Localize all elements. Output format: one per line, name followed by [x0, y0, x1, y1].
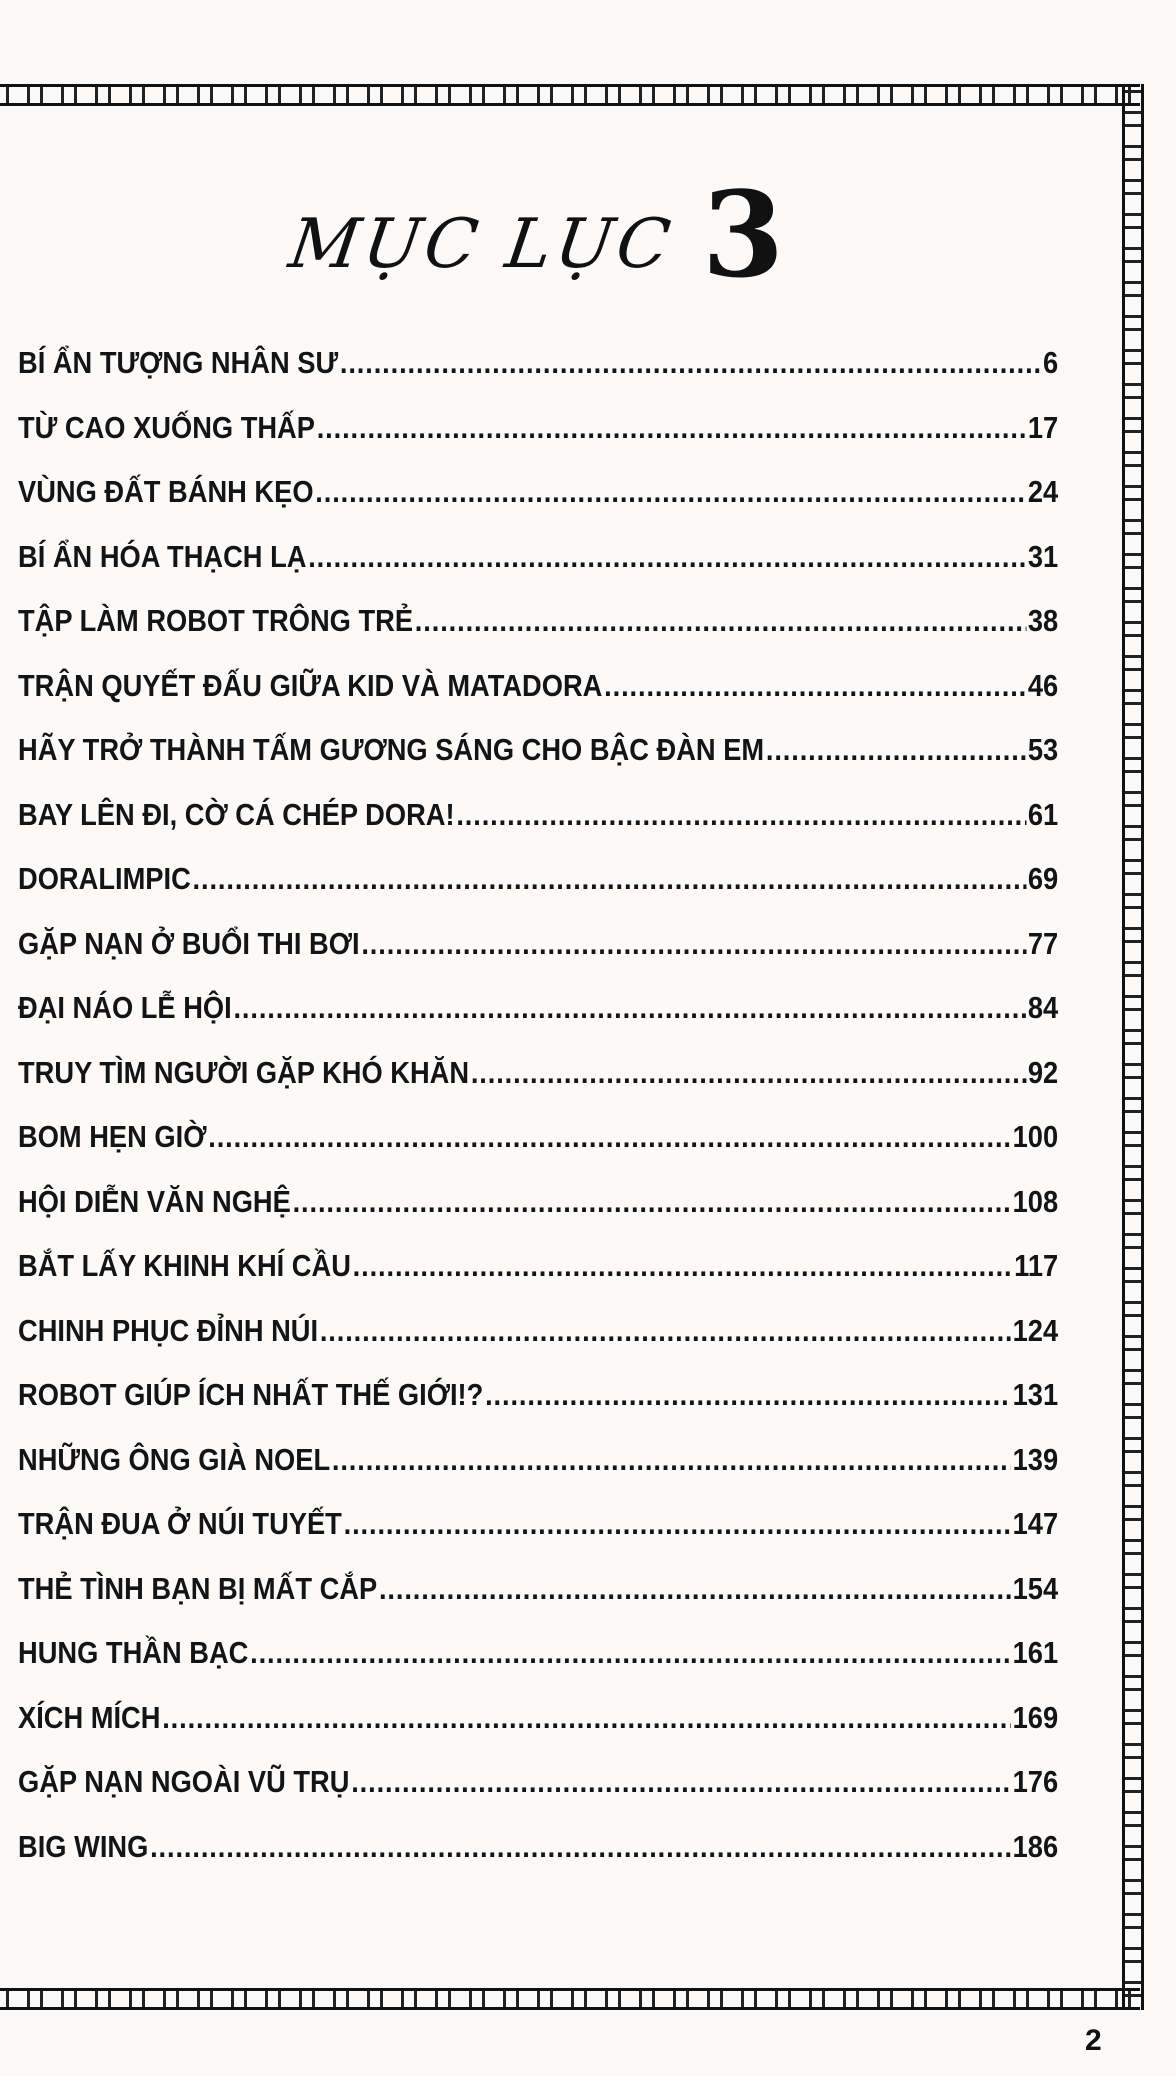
toc-dot-leader [604, 668, 1026, 704]
toc-entry-title: GẶP NẠN NGOÀI VŨ TRỤ [18, 1764, 350, 1799]
toc-entry[interactable] [18, 668, 1058, 733]
toc-entry[interactable] [18, 1700, 1058, 1765]
page-number: 2 [1085, 2024, 1102, 2057]
toc-entry[interactable] [18, 1313, 1058, 1378]
toc-dot-leader [250, 1635, 1011, 1671]
toc-entry-title: TRẬN ĐUA Ở NÚI TUYẾT [18, 1506, 342, 1541]
toc-dot-leader [353, 1248, 1013, 1284]
heading-volume-number: 3 [702, 165, 785, 304]
toc-entry-title: TRẬN QUYẾT ĐẤU GIỮA KID VÀ MATADORA [18, 667, 603, 703]
page-heading [284, 165, 810, 305]
toc-entry-page: 124 [1012, 1312, 1059, 1348]
toc-entry-page: 92 [1027, 1054, 1059, 1090]
toc-entry[interactable] [18, 1571, 1058, 1636]
toc-entry-title: TẬP LÀM ROBOT TRÔNG TRẺ [18, 603, 414, 638]
toc-dot-leader [332, 1442, 1011, 1478]
toc-dot-leader [415, 603, 1026, 639]
toc-entry[interactable] [18, 1829, 1058, 1894]
toc-entry[interactable] [18, 1377, 1058, 1442]
toc-entry-page: 38 [1027, 603, 1059, 638]
toc-entry[interactable] [18, 603, 1058, 668]
toc-entry-title: THẺ TÌNH BẠN BỊ MẤT CẮP [18, 1570, 378, 1606]
toc-entry[interactable] [18, 1119, 1058, 1184]
toc-entry[interactable] [18, 410, 1058, 475]
toc-entry-title: HUNG THẦN BẠC [18, 1635, 249, 1670]
toc-entry[interactable] [18, 1248, 1058, 1313]
toc-entry-page: 108 [1012, 1183, 1059, 1219]
toc-entry-page: 53 [1027, 732, 1059, 767]
toc-entry-title: VÙNG ĐẤT BÁNH KẸO [18, 474, 314, 509]
toc-entry[interactable] [18, 539, 1058, 604]
toc-entry-page: 46 [1027, 667, 1059, 703]
toc-entry-page: 69 [1027, 861, 1059, 896]
toc-entry[interactable] [18, 1635, 1058, 1700]
toc-entry[interactable] [18, 797, 1058, 862]
toc-entry[interactable] [18, 732, 1058, 797]
toc-dot-leader [162, 1700, 1011, 1736]
toc-entry[interactable] [18, 926, 1058, 991]
toc-dot-leader [340, 345, 1041, 381]
toc-dot-leader [193, 861, 1027, 897]
toc-entry-title: BÍ ẨN TƯỢNG NHÂN SƯ [18, 345, 339, 380]
toc-dot-leader [344, 1506, 1011, 1542]
toc-dot-leader [320, 1313, 1011, 1349]
toc-dot-leader [361, 926, 1026, 962]
toc-entry-page: 24 [1027, 474, 1059, 509]
toc-entry-page: 100 [1012, 1119, 1059, 1154]
toc-entry-title: HỘI DIỄN VĂN NGHỆ [18, 1183, 291, 1219]
toc-entry[interactable] [18, 474, 1058, 539]
toc-entry-title: BIG WING [18, 1828, 149, 1864]
toc-entry[interactable] [18, 345, 1058, 410]
toc-entry-page: 186 [1012, 1828, 1059, 1864]
toc-entry[interactable] [18, 1184, 1058, 1249]
toc-entry-title: NHỮNG ÔNG GIÀ NOEL [18, 1441, 331, 1477]
toc-entry-title: GẶP NẠN Ở BUỔI THI BƠI [18, 925, 360, 961]
toc-entry-page: 84 [1027, 990, 1059, 1025]
toc-entry[interactable] [18, 1055, 1058, 1120]
toc-entry-title: CHINH PHỤC ĐỈNH NÚI [18, 1312, 319, 1348]
toc-entry-page: 139 [1012, 1441, 1059, 1477]
toc-dot-leader [315, 474, 1026, 510]
chain-border-bottom [0, 1988, 1140, 2010]
toc-entry-page: 169 [1012, 1699, 1059, 1735]
toc-entry-title: ĐẠI NÁO LỄ HỘI [18, 990, 232, 1025]
toc-dot-leader [456, 797, 1026, 833]
toc-entry-title: ROBOT GIÚP ÍCH NHẤT THẾ GIỚI!? [18, 1377, 484, 1412]
toc-dot-leader [150, 1829, 1011, 1865]
toc-dot-leader [379, 1571, 1011, 1607]
toc-entry-title: BOM HẸN GIỜ [18, 1119, 207, 1154]
toc-entry-page: 6 [1042, 345, 1059, 380]
toc-entry[interactable] [18, 990, 1058, 1055]
toc-entry-title: TỪ CAO XUỐNG THẤP [18, 409, 315, 445]
toc-entry-title: HÃY TRỞ THÀNH TẤM GƯƠNG SÁNG CHO BẬC ĐÀN EM [18, 732, 765, 767]
toc-entry-title: XÍCH MÍCH [18, 1699, 161, 1735]
toc-entry-page: 117 [1014, 1248, 1059, 1283]
toc-entry-title: BAY LÊN ĐI, CỜ CÁ CHÉP DORA! [18, 796, 455, 832]
chain-border-top [0, 84, 1140, 106]
toc-dot-leader [233, 990, 1026, 1026]
toc-entry-title: DORALIMPIC [18, 861, 191, 896]
toc-dot-leader [485, 1377, 1011, 1413]
toc-entry-title: TRUY TÌM NGƯỜI GẶP KHÓ KHĂN [18, 1054, 470, 1090]
toc-entry-page: 17 [1027, 409, 1059, 445]
toc-entry-page: 77 [1027, 925, 1059, 961]
toc-entry[interactable] [18, 861, 1058, 926]
toc-entry-title: BÍ ẨN HÓA THẠCH LẠ [18, 538, 307, 574]
table-of-contents [18, 345, 1058, 1893]
toc-dot-leader [208, 1119, 1011, 1155]
chain-border-right [1122, 84, 1144, 2010]
toc-dot-leader [308, 539, 1026, 575]
toc-entry-page: 161 [1012, 1635, 1059, 1670]
toc-dot-leader [351, 1764, 1011, 1800]
toc-dot-leader [293, 1184, 1011, 1220]
toc-entry[interactable] [18, 1764, 1058, 1829]
toc-entry-title: BẮT LẤY KHINH KHÍ CẦU [18, 1248, 351, 1283]
toc-entry[interactable] [18, 1506, 1058, 1571]
heading-title: MỤC LỤC [284, 205, 679, 284]
toc-dot-leader [766, 732, 1026, 768]
toc-entry-page: 154 [1012, 1570, 1059, 1606]
toc-dot-leader [317, 410, 1026, 446]
toc-entry-page: 147 [1012, 1506, 1059, 1541]
toc-entry-page: 31 [1027, 538, 1059, 574]
toc-entry[interactable] [18, 1442, 1058, 1507]
toc-dot-leader [471, 1055, 1026, 1091]
toc-entry-page: 131 [1012, 1377, 1059, 1412]
toc-entry-page: 61 [1027, 796, 1059, 832]
toc-entry-page: 176 [1012, 1764, 1059, 1799]
